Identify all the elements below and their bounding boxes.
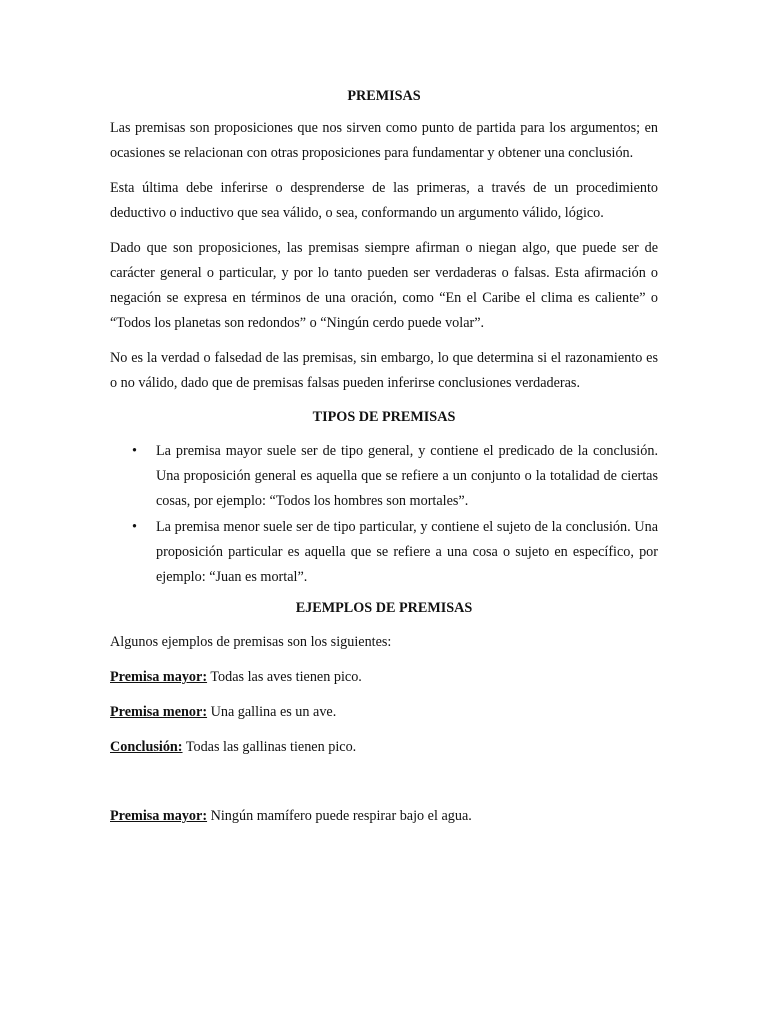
example-text: Todas las aves tienen pico. <box>207 669 362 685</box>
example-text: Una gallina es un ave. <box>207 704 337 720</box>
example-label: Premisa mayor: <box>110 808 208 824</box>
paragraph: Dado que son proposiciones, las premisas siempre afirman o niegan algo, que puede ser de carácter general o particular, y por lo tanto pueden ser verdaderas o falsas. Esta afirmación o negación se expresa en términos de una oración, como “En el Caribe el clima es caliente” o “Todos los planetas son redondos” o “Ningún cerdo puede volar”. <box>110 240 658 331</box>
list-item-text: La premisa menor suele ser de tipo particular, y contiene el sujeto de la conclusión. Una proposición particular es aquella que se refiere a una cosa o sujeto en específico, por ejemplo: “Juan es mortal”. <box>156 519 658 585</box>
examples-intro: Algunos ejemplos de premisas son los siguientes: <box>110 634 392 650</box>
page-title: PREMISAS <box>347 88 421 104</box>
example-text: Ningún mamífero puede respirar bajo el agua. <box>207 808 472 824</box>
list-item-text: La premisa mayor suele ser de tipo general, y contiene el predicado de la conclusión. Una proposición general es aquella que se refiere a un conjunto o la totalidad de ciertas cosas, por ejemplo: “Todos los hombres son mortales”. <box>156 443 658 509</box>
example-label: Conclusión: <box>110 739 183 755</box>
example-label: Premisa mayor: <box>110 669 208 685</box>
example-label: Premisa menor: <box>110 704 208 720</box>
example-line <box>110 804 658 829</box>
bullet-icon: • <box>132 519 137 535</box>
example-text: Todas las gallinas tienen pico. <box>182 739 357 755</box>
bullet-icon: • <box>132 443 137 459</box>
example-line <box>110 735 658 760</box>
spacer <box>110 770 658 804</box>
document-page <box>110 84 658 839</box>
paragraph: Las premisas son proposiciones que nos sirven como punto de partida para los argumentos; en ocasiones se relacionan con otras proposiciones para fundamentar y obtener una conclusión. <box>110 120 658 161</box>
section-heading-tipos: TIPOS DE PREMISAS <box>312 409 456 425</box>
list-item <box>110 515 658 590</box>
paragraph: Esta última debe inferirse o desprenderse de las primeras, a través de un procedimiento deductivo o inductivo que sea válido, o sea, conformando un argumento válido, lógico. <box>110 180 658 221</box>
paragraph: No es la verdad o falsedad de las premisas, sin embargo, lo que determina si el razonamiento es o no válido, dado que de premisas falsas pueden inferirse conclusiones verdaderas. <box>110 350 658 391</box>
bullet-list <box>110 439 658 590</box>
example-line <box>110 700 658 725</box>
example-line <box>110 665 658 690</box>
section-heading-ejemplos: EJEMPLOS DE PREMISAS <box>295 600 473 616</box>
list-item <box>110 439 658 514</box>
